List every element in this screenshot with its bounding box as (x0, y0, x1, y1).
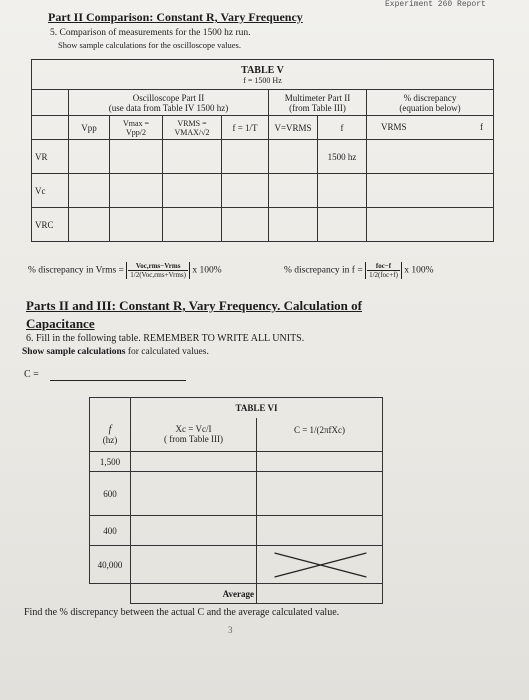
col-vrms-line1: VRMS = (177, 118, 207, 128)
blank-cell (90, 584, 131, 604)
multimeter-header-line1: Multimeter Part II (284, 92, 351, 103)
osc-header-line1: Oscilloscope Part II (132, 92, 205, 103)
cell (257, 452, 383, 472)
col-disc-vrms: VRMS (381, 122, 407, 132)
formula-vrms-label: % discrepancy in Vrms = (28, 265, 124, 276)
blank-cell (90, 398, 131, 418)
discrepancy-header-line2: (equation below) (399, 102, 461, 113)
osc-header-line2: (use data from Table IV 1500 hz) (108, 102, 229, 113)
discrepancy-header-line1: % discrepancy (403, 92, 457, 103)
cell (222, 174, 269, 208)
table-v-title-cell (32, 60, 494, 90)
cell (110, 174, 163, 208)
cell (163, 140, 222, 174)
freq-value-cell: 1500 hz (318, 140, 367, 174)
cell (131, 546, 257, 584)
multimeter-header-line2: (from Table III) (289, 102, 346, 113)
section3-title-line1 (26, 298, 362, 314)
multimeter-header (269, 90, 367, 116)
page-number: 3 (228, 625, 233, 635)
cell (367, 208, 494, 242)
freq-cell: 600 (90, 472, 131, 516)
formula-f-label: % discrepancy in f = (284, 265, 363, 276)
report-label: Experiment 260 Report (385, 0, 486, 9)
blank-cell (32, 116, 69, 140)
section3-title-a: Parts II and III: Constant R, Vary Frequency. Calculation of (26, 298, 362, 313)
cell (269, 140, 318, 174)
osc-header (69, 90, 269, 116)
col-f-header (90, 418, 131, 452)
formula-f-times: x 100% (404, 265, 434, 276)
row-label-vrc: VRC (32, 208, 69, 242)
col-f-symbol: f (108, 423, 112, 435)
col-vrms (163, 116, 222, 140)
col-v-multimeter: V=VRMS (269, 116, 318, 140)
average-label: Average (131, 584, 257, 604)
blank-cell (32, 90, 69, 116)
formula-f-fraction (367, 262, 400, 279)
cell (163, 174, 222, 208)
cell (222, 140, 269, 174)
cell (131, 472, 257, 516)
col-disc (367, 116, 494, 140)
row-label-vc: Vc (32, 174, 69, 208)
table-v-title: TABLE V (241, 64, 284, 76)
cell (269, 208, 318, 242)
cell (69, 174, 110, 208)
formula-vrms-abs (126, 262, 190, 279)
col-c-header (257, 418, 383, 452)
question-6-sub-bold: Show sample calculations (22, 347, 126, 357)
col-xc-header (131, 418, 257, 452)
find-discrepancy-text: Find the % discrepancy between the actual C and the average calculated value. (24, 607, 340, 618)
question-6-sub-rest: for calculated values. (125, 347, 209, 357)
formula-vrms-fraction (128, 262, 188, 279)
question-6: 6. Fill in the following table. REMEMBER TO WRITE ALL UNITS. (26, 333, 305, 344)
cell (367, 140, 494, 174)
col-f-multimeter: f (318, 116, 367, 140)
formula-f-abs (365, 262, 402, 279)
formula-vrms-times: x 100% (192, 265, 222, 276)
table-vi-title: TABLE VI (131, 398, 383, 418)
section3-title-line2: Capacitance (26, 316, 95, 331)
formula-vrms-numerator: Voc,rms−Vrms (128, 262, 188, 271)
table-v-frequency: f = 1500 Hz (243, 75, 282, 85)
formula-f-numerator: foc−f (367, 262, 400, 271)
cell (318, 174, 367, 208)
question-6-sub (22, 347, 209, 357)
cell (69, 208, 110, 242)
cell (318, 208, 367, 242)
cell (222, 208, 269, 242)
col-vmax (110, 116, 163, 140)
col-c-formula: C = 1/(2πfXc) (293, 425, 346, 436)
col-vrms-line2: VMAX/√2 (174, 127, 210, 137)
formula-vrms-denominator: 1/2(Voc,rms+Vrms) (130, 271, 186, 279)
cell (110, 208, 163, 242)
cell (257, 472, 383, 516)
crossed-cell (257, 546, 383, 584)
freq-cell: 400 (90, 516, 131, 546)
table-vi (89, 397, 383, 604)
cell (69, 140, 110, 174)
cell (131, 516, 257, 546)
row-label-vr: VR (32, 140, 69, 174)
formula-vrms (28, 262, 222, 279)
table-v (31, 59, 494, 242)
cell (163, 208, 222, 242)
part-title: Part II Comparison: Constant R, Vary Frequency (48, 10, 303, 24)
cross-out-icon (257, 547, 382, 583)
cell (269, 174, 318, 208)
col-xc-formula: Xc = Vc/I (175, 424, 212, 435)
col-f-period: f = 1/T (222, 116, 269, 140)
freq-cell: 1,500 (90, 452, 131, 472)
cell (131, 452, 257, 472)
cell (110, 140, 163, 174)
col-vmax-line2: Vpp/2 (126, 127, 146, 137)
col-xc-source: ( from Table III) (164, 434, 223, 445)
col-vpp: Vpp (69, 116, 110, 140)
discrepancy-header (367, 90, 494, 116)
cell (257, 516, 383, 546)
formula-f (284, 262, 434, 279)
col-disc-f: f (480, 122, 483, 132)
c-answer-line (50, 380, 186, 381)
average-cell (257, 584, 383, 604)
formula-f-denominator: 1/2(foc+f) (369, 271, 398, 279)
question-5: 5. Comparison of measurements for the 1500 hz run. (50, 28, 251, 38)
question-5-sub: Show sample calculations for the oscilloscope values. (58, 40, 241, 50)
c-label: C = (24, 369, 39, 380)
cell (367, 174, 494, 208)
col-vmax-line1: Vmax = (122, 118, 150, 128)
col-f-unit: (hz) (102, 434, 118, 445)
freq-cell: 40,000 (90, 546, 131, 584)
